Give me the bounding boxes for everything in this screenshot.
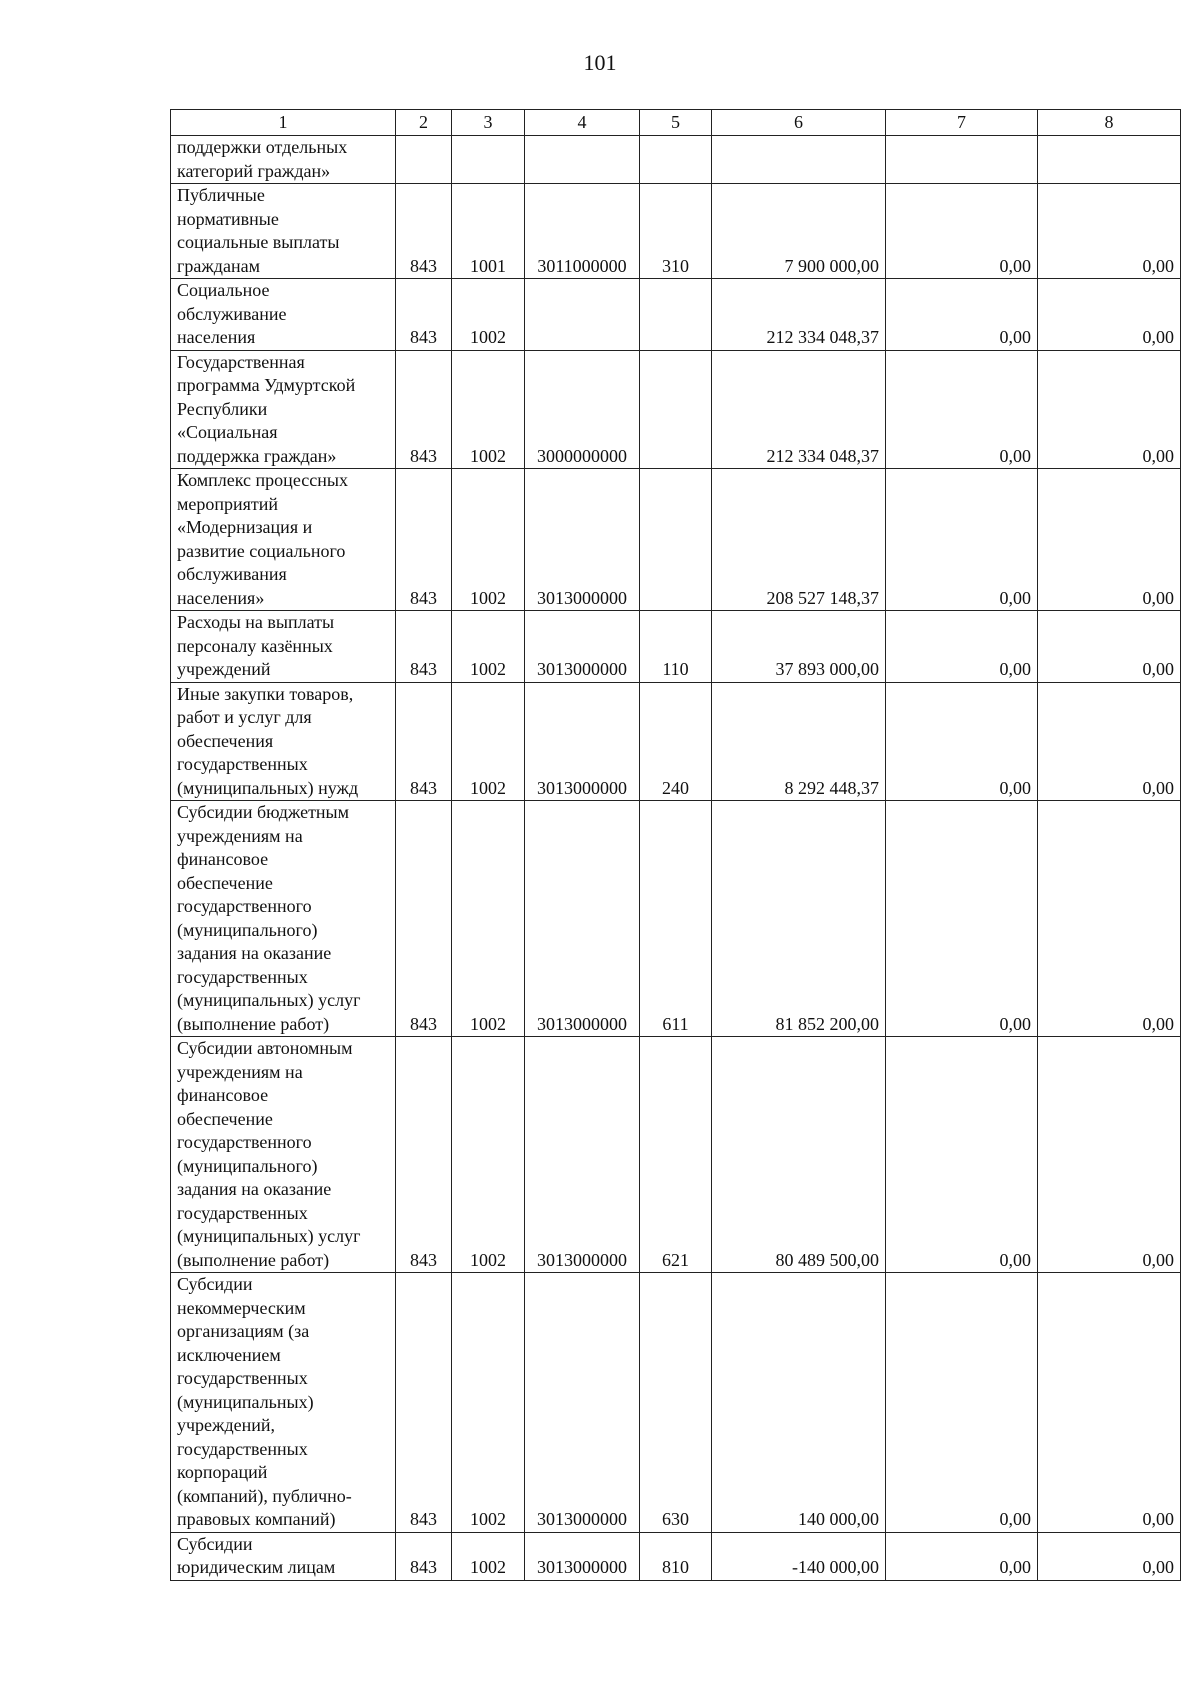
section-code: 1002: [452, 350, 525, 469]
column-header: 4: [525, 110, 640, 136]
table-row: [171, 1273, 1181, 1533]
section-code: 1002: [452, 1273, 525, 1533]
amount: 8 292 448,37: [712, 682, 886, 801]
amount-year-3: 0,00: [1038, 1273, 1181, 1533]
target-article-code: 3013000000: [525, 1273, 640, 1533]
section-code: 1002: [452, 682, 525, 801]
amount-year-3: 0,00: [1038, 1532, 1181, 1580]
expense-type-code: [640, 350, 712, 469]
section-code: 1001: [452, 184, 525, 279]
expense-name: Расходы на выплаты персоналу казённых учреждений: [171, 611, 396, 683]
table-row: [171, 801, 1181, 1037]
ministry-code: 843: [396, 801, 452, 1037]
amount: [712, 136, 886, 184]
section-code: 1002: [452, 279, 525, 351]
amount: 140 000,00: [712, 1273, 886, 1533]
amount-year-2: 0,00: [886, 184, 1038, 279]
table-row: [171, 279, 1181, 351]
amount-year-3: 0,00: [1038, 350, 1181, 469]
table-row: [171, 184, 1181, 279]
ministry-code: 843: [396, 611, 452, 683]
expense-name: Социальное обслуживание населения: [171, 279, 396, 351]
column-header: 3: [452, 110, 525, 136]
expense-type-code: 611: [640, 801, 712, 1037]
table-row: [171, 682, 1181, 801]
page-number: 101: [583, 50, 617, 75]
column-header: 8: [1038, 110, 1181, 136]
section-code: 1002: [452, 469, 525, 611]
amount-year-3: 0,00: [1038, 184, 1181, 279]
amount-year-2: 0,00: [886, 801, 1038, 1037]
column-header: 1: [171, 110, 396, 136]
expense-name: Субсидии юридическим лицам: [171, 1532, 396, 1580]
amount-year-2: [886, 136, 1038, 184]
amount-year-3: [1038, 136, 1181, 184]
ministry-code: 843: [396, 350, 452, 469]
expense-type-code: 110: [640, 611, 712, 683]
amount: 81 852 200,00: [712, 801, 886, 1037]
section-code: 1002: [452, 801, 525, 1037]
ministry-code: 843: [396, 1532, 452, 1580]
expense-name: Публичные нормативные социальные выплаты гражданам: [171, 184, 396, 279]
expense-name: поддержки отдельных категорий граждан»: [171, 136, 396, 184]
amount-year-2: 0,00: [886, 279, 1038, 351]
section-code: 1002: [452, 611, 525, 683]
amount-year-2: 0,00: [886, 1532, 1038, 1580]
section-code: [452, 136, 525, 184]
target-article-code: 3013000000: [525, 682, 640, 801]
target-article-code: [525, 279, 640, 351]
table-row: [171, 469, 1181, 611]
section-code: 1002: [452, 1532, 525, 1580]
header-row: [171, 110, 1181, 136]
target-article-code: 3013000000: [525, 1532, 640, 1580]
amount: 212 334 048,37: [712, 279, 886, 351]
expense-name: Субсидии бюджетным учреждениям на финансовое обеспечение государственного (муниципального) задания на оказание государственных (муниципальных) услуг (выполнение работ): [171, 801, 396, 1037]
target-article-code: 3013000000: [525, 801, 640, 1037]
expense-type-code: [640, 136, 712, 184]
amount-year-3: 0,00: [1038, 279, 1181, 351]
amount-year-3: 0,00: [1038, 469, 1181, 611]
ministry-code: 843: [396, 469, 452, 611]
expense-type-code: [640, 279, 712, 351]
expense-type-code: 240: [640, 682, 712, 801]
ministry-code: 843: [396, 1037, 452, 1273]
expense-type-code: [640, 469, 712, 611]
amount: 7 900 000,00: [712, 184, 886, 279]
amount: 208 527 148,37: [712, 469, 886, 611]
target-article-code: [525, 136, 640, 184]
expense-type-code: 630: [640, 1273, 712, 1533]
amount-year-2: 0,00: [886, 611, 1038, 683]
column-header: 5: [640, 110, 712, 136]
expense-name: Комплекс процессных мероприятий «Модернизация и развитие социального обслуживания населения»: [171, 469, 396, 611]
amount-year-2: 0,00: [886, 1037, 1038, 1273]
amount-year-2: 0,00: [886, 682, 1038, 801]
target-article-code: 3013000000: [525, 1037, 640, 1273]
ministry-code: 843: [396, 279, 452, 351]
amount-year-2: 0,00: [886, 1273, 1038, 1533]
expense-type-code: 810: [640, 1532, 712, 1580]
amount-year-2: 0,00: [886, 469, 1038, 611]
target-article-code: 3013000000: [525, 469, 640, 611]
column-header: 2: [396, 110, 452, 136]
expense-name: Субсидии автономным учреждениям на финансовое обеспечение государственного (муниципального) задания на оказание государственных (муниципальных) услуг (выполнение работ): [171, 1037, 396, 1273]
expense-type-code: 310: [640, 184, 712, 279]
expense-name: Субсидии некоммерческим организациям (за исключением государственных (муниципальных) учреждений, государственных корпораций (компаний), публично- правовых компаний): [171, 1273, 396, 1533]
column-header: 6: [712, 110, 886, 136]
table-row: [171, 350, 1181, 469]
budget-table: [170, 109, 1181, 1581]
ministry-code: 843: [396, 1273, 452, 1533]
ministry-code: 843: [396, 682, 452, 801]
target-article-code: 3013000000: [525, 611, 640, 683]
table-row: [171, 1532, 1181, 1580]
expense-name: Государственная программа Удмуртской Республики «Социальная поддержка граждан»: [171, 350, 396, 469]
target-article-code: 3000000000: [525, 350, 640, 469]
expense-name: Иные закупки товаров, работ и услуг для обеспечения государственных (муниципальных) нужд: [171, 682, 396, 801]
amount-year-3: 0,00: [1038, 682, 1181, 801]
amount: 37 893 000,00: [712, 611, 886, 683]
expense-type-code: 621: [640, 1037, 712, 1273]
amount-year-3: 0,00: [1038, 1037, 1181, 1273]
amount: -140 000,00: [712, 1532, 886, 1580]
amount-year-2: 0,00: [886, 350, 1038, 469]
target-article-code: 3011000000: [525, 184, 640, 279]
amount: 80 489 500,00: [712, 1037, 886, 1273]
column-header: 7: [886, 110, 1038, 136]
ministry-code: [396, 136, 452, 184]
amount-year-3: 0,00: [1038, 611, 1181, 683]
amount: 212 334 048,37: [712, 350, 886, 469]
table-row: [171, 611, 1181, 683]
ministry-code: 843: [396, 184, 452, 279]
amount-year-3: 0,00: [1038, 801, 1181, 1037]
table-row: [171, 1037, 1181, 1273]
table-row: [171, 136, 1181, 184]
section-code: 1002: [452, 1037, 525, 1273]
